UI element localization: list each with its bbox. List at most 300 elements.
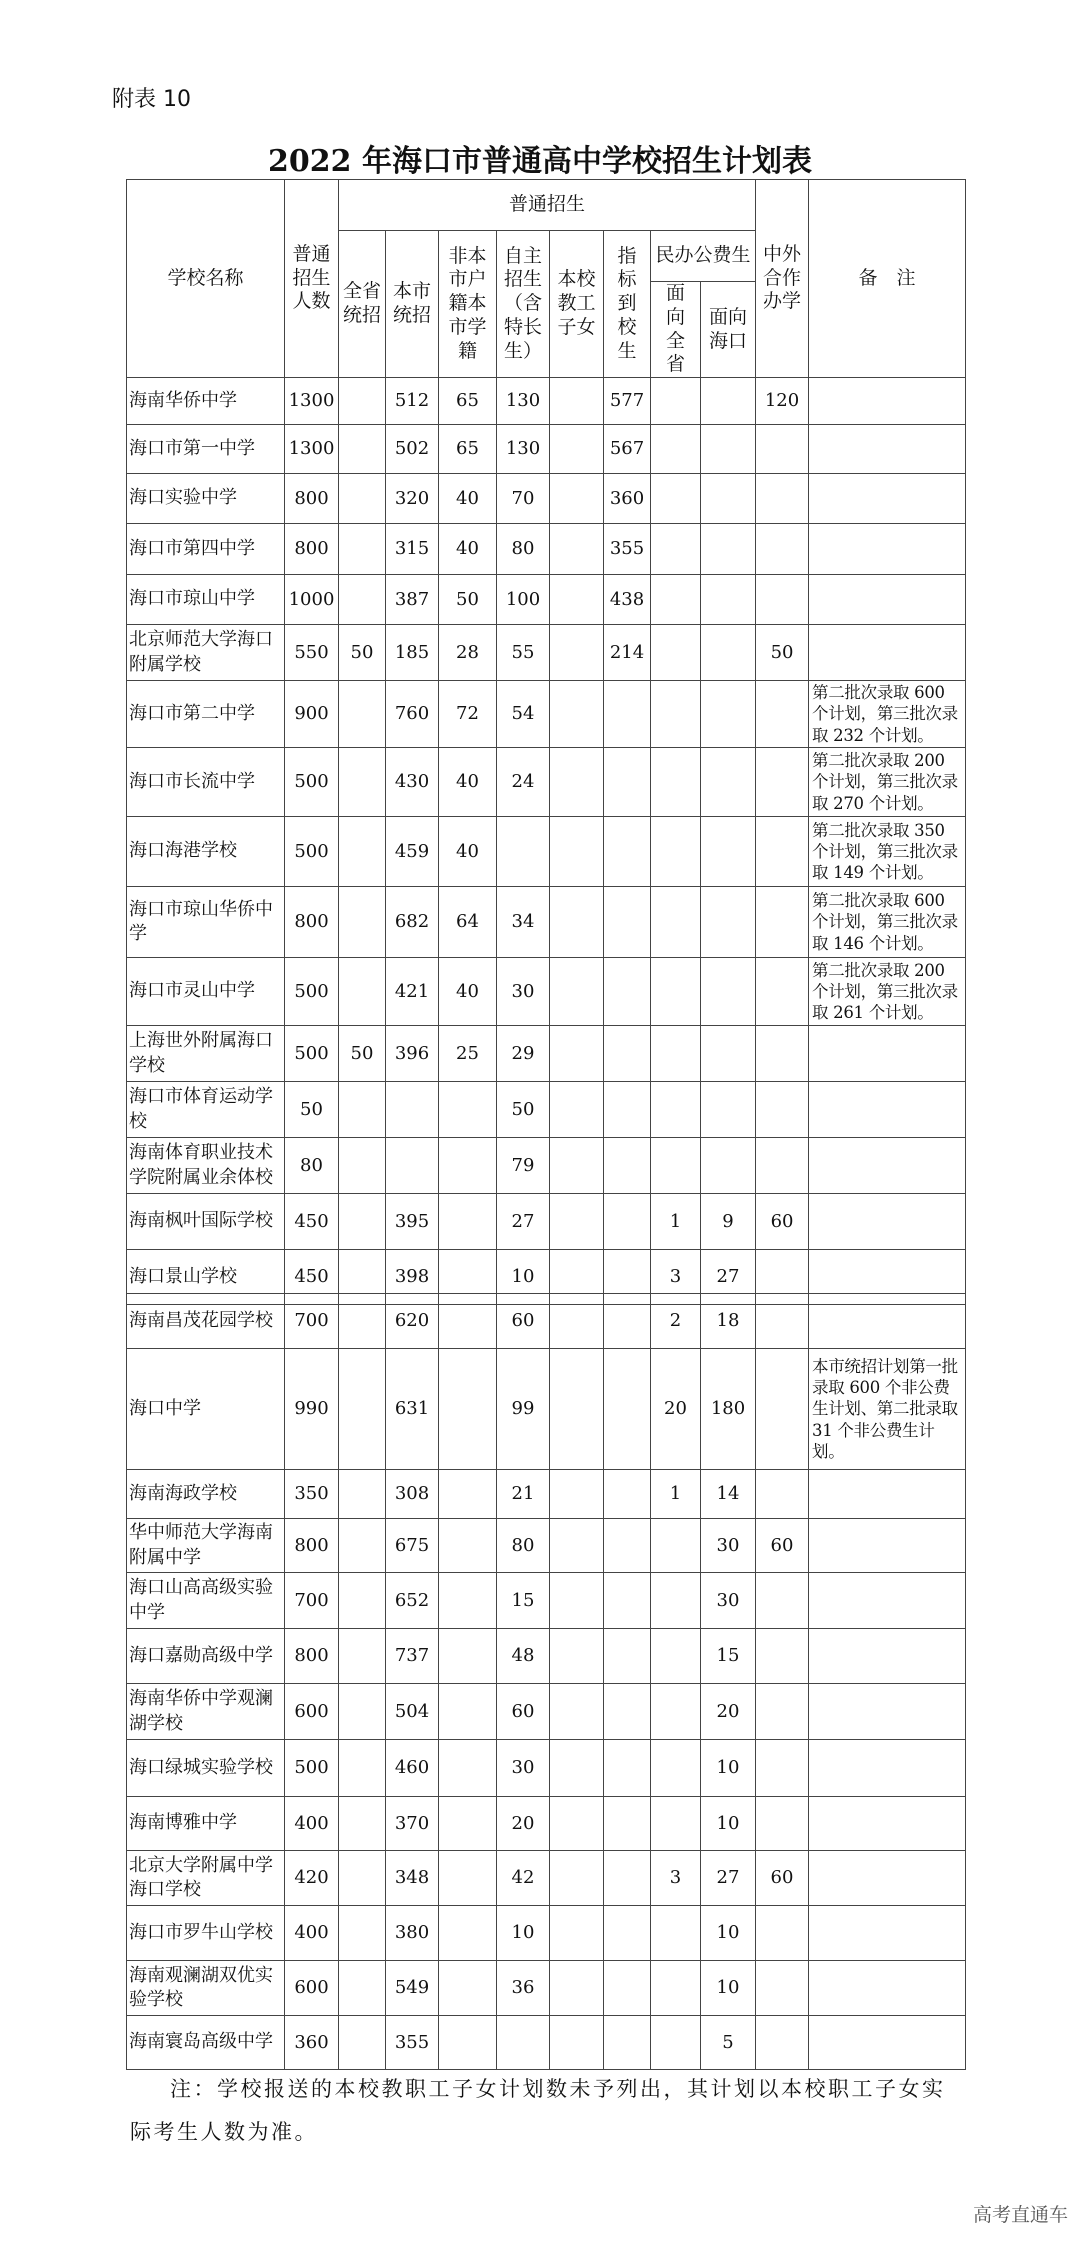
cell-independent: 20 xyxy=(497,1797,550,1851)
appendix-label: 附表 10 xyxy=(112,87,191,112)
cell-school-name: 北京大学附属中学海口学校 xyxy=(127,1851,285,1906)
cell-school-name: 海口绿城实验学校 xyxy=(127,1740,285,1797)
cell-total: 1300 xyxy=(285,425,339,474)
cell-city: 459 xyxy=(386,817,439,887)
cell-nonlocal xyxy=(439,2016,497,2070)
table-row xyxy=(127,1194,966,1250)
table-row xyxy=(127,1797,966,1851)
cell-city: 430 xyxy=(386,748,439,817)
cell-province xyxy=(339,958,386,1026)
cell-nonlocal: 40 xyxy=(439,958,497,1026)
table-row xyxy=(127,958,966,1026)
table-row xyxy=(127,1961,966,2016)
cell-private-haikou: 18 xyxy=(701,1294,756,1349)
cell-nonlocal: 72 xyxy=(439,681,497,748)
cell-sino-foreign xyxy=(756,2016,809,2070)
cell-private-province: 1 xyxy=(651,1470,701,1519)
enrollment-table-part1 xyxy=(126,179,966,1305)
cell-total: 800 xyxy=(285,474,339,524)
cell-nonlocal xyxy=(439,1851,497,1906)
cell-staff xyxy=(550,1294,604,1349)
cell-independent: 50 xyxy=(497,1082,550,1138)
header-school-name: 学校名称 xyxy=(127,180,285,378)
table-row xyxy=(127,1573,966,1629)
cell-total: 600 xyxy=(285,1684,339,1740)
cell-city: 387 xyxy=(386,575,439,625)
cell-quota xyxy=(604,1573,651,1629)
cell-school-name: 海口市罗牛山学校 xyxy=(127,1906,285,1961)
cell-private-province xyxy=(651,2016,701,2070)
cell-independent: 10 xyxy=(497,1906,550,1961)
cell-province xyxy=(339,681,386,748)
cell-province xyxy=(339,1294,386,1349)
cell-private-haikou xyxy=(701,958,756,1026)
cell-private-haikou xyxy=(701,524,756,575)
cell-sino-foreign xyxy=(756,524,809,575)
cell-school-name: 海口市灵山中学 xyxy=(127,958,285,1026)
cell-remarks: 第二批次录取 200 个计划，第三批次录取 261 个计划。 xyxy=(809,958,966,1026)
cell-independent xyxy=(497,2016,550,2070)
cell-province xyxy=(339,1138,386,1194)
cell-quota xyxy=(604,1851,651,1906)
cell-independent: 30 xyxy=(497,958,550,1026)
cell-sino-foreign xyxy=(756,817,809,887)
cell-independent: 48 xyxy=(497,1629,550,1684)
cell-independent: 10 xyxy=(497,1250,550,1305)
cell-total: 550 xyxy=(285,625,339,681)
cell-private-haikou: 27 xyxy=(701,1250,756,1305)
cell-city: 760 xyxy=(386,681,439,748)
cell-private-province xyxy=(651,1740,701,1797)
cell-private-haikou xyxy=(701,1026,756,1082)
cell-private-province xyxy=(651,1797,701,1851)
cell-city: 185 xyxy=(386,625,439,681)
cell-staff xyxy=(550,681,604,748)
cell-private-province: 2 xyxy=(651,1294,701,1349)
cell-province xyxy=(339,425,386,474)
cell-school-name: 海南海政学校 xyxy=(127,1470,285,1519)
cell-remarks xyxy=(809,1851,966,1906)
cell-staff xyxy=(550,1906,604,1961)
table-row xyxy=(127,1138,966,1194)
cell-nonlocal: 28 xyxy=(439,625,497,681)
cell-sino-foreign xyxy=(756,1138,809,1194)
table-row xyxy=(127,817,966,887)
cell-private-province xyxy=(651,1519,701,1573)
cell-private-haikou xyxy=(701,681,756,748)
cell-private-haikou: 10 xyxy=(701,1797,756,1851)
cell-total: 500 xyxy=(285,958,339,1026)
cell-province xyxy=(339,1629,386,1684)
cell-staff xyxy=(550,1194,604,1250)
cell-total: 900 xyxy=(285,681,339,748)
cell-province xyxy=(339,1684,386,1740)
cell-staff xyxy=(550,958,604,1026)
cell-province xyxy=(339,817,386,887)
header-total: 普通招生人数 xyxy=(285,180,339,378)
cell-total: 800 xyxy=(285,1629,339,1684)
cell-school-name: 海口市第一中学 xyxy=(127,425,285,474)
cell-remarks xyxy=(809,575,966,625)
cell-private-province xyxy=(651,1629,701,1684)
cell-province: 50 xyxy=(339,625,386,681)
cell-quota xyxy=(604,1519,651,1573)
cell-quota: 438 xyxy=(604,575,651,625)
cell-private-haikou: 15 xyxy=(701,1629,756,1684)
table-row xyxy=(127,575,966,625)
cell-private-province xyxy=(651,887,701,958)
cell-remarks: 第二批次录取 600 个计划，第三批次录取 232 个计划。 xyxy=(809,681,966,748)
cell-independent: 100 xyxy=(497,575,550,625)
cell-school-name: 华中师范大学海南附属中学 xyxy=(127,1519,285,1573)
cell-private-haikou xyxy=(701,887,756,958)
cell-total: 800 xyxy=(285,524,339,575)
cell-sino-foreign xyxy=(756,1082,809,1138)
cell-province xyxy=(339,1740,386,1797)
cell-private-haikou xyxy=(701,748,756,817)
cell-quota: 360 xyxy=(604,474,651,524)
cell-sino-foreign xyxy=(756,1906,809,1961)
cell-staff xyxy=(550,1684,604,1740)
cell-remarks: 第二批次录取 200 个计划，第三批次录取 270 个计划。 xyxy=(809,748,966,817)
cell-sino-foreign xyxy=(756,887,809,958)
cell-staff xyxy=(550,1851,604,1906)
cell-private-province xyxy=(651,1573,701,1629)
cell-quota xyxy=(604,2016,651,2070)
cell-province xyxy=(339,1519,386,1573)
cell-staff xyxy=(550,625,604,681)
cell-independent: 80 xyxy=(497,524,550,575)
cell-quota xyxy=(604,1740,651,1797)
cell-remarks xyxy=(809,1906,966,1961)
cell-remarks xyxy=(809,1470,966,1519)
cell-city: 460 xyxy=(386,1740,439,1797)
cell-quota xyxy=(604,1026,651,1082)
cell-independent: 130 xyxy=(497,425,550,474)
cell-sino-foreign: 60 xyxy=(756,1519,809,1573)
cell-remarks xyxy=(809,1026,966,1082)
cell-independent: 27 xyxy=(497,1194,550,1250)
cell-private-haikou xyxy=(701,1138,756,1194)
cell-city: 512 xyxy=(386,378,439,425)
cell-province xyxy=(339,2016,386,2070)
header-quota: 指标到校生 xyxy=(604,231,651,378)
cell-province xyxy=(339,1573,386,1629)
cell-province xyxy=(339,1797,386,1851)
cell-nonlocal: 64 xyxy=(439,887,497,958)
cell-private-haikou xyxy=(701,474,756,524)
header-city: 本市统招 xyxy=(386,231,439,378)
cell-sino-foreign xyxy=(756,681,809,748)
cell-staff xyxy=(550,1349,604,1470)
cell-city xyxy=(386,1082,439,1138)
cell-private-haikou: 10 xyxy=(701,1906,756,1961)
cell-total: 450 xyxy=(285,1194,339,1250)
cell-remarks xyxy=(809,2016,966,2070)
cell-province xyxy=(339,748,386,817)
cell-private-province xyxy=(651,575,701,625)
cell-nonlocal: 40 xyxy=(439,817,497,887)
cell-school-name: 海南华侨中学观澜湖学校 xyxy=(127,1684,285,1740)
cell-private-haikou: 9 xyxy=(701,1194,756,1250)
cell-private-haikou xyxy=(701,817,756,887)
cell-private-province xyxy=(651,425,701,474)
cell-staff xyxy=(550,474,604,524)
cell-remarks xyxy=(809,1573,966,1629)
cell-independent: 79 xyxy=(497,1138,550,1194)
cell-sino-foreign xyxy=(756,1629,809,1684)
cell-nonlocal xyxy=(439,1082,497,1138)
cell-school-name: 海口海港学校 xyxy=(127,817,285,887)
cell-nonlocal: 40 xyxy=(439,474,497,524)
cell-remarks: 本市统招计划第一批录取 600 个非公费生计划、第二批录取 31 个非公费生计划。 xyxy=(809,1349,966,1470)
cell-school-name: 上海世外附属海口学校 xyxy=(127,1026,285,1082)
cell-private-province xyxy=(651,625,701,681)
cell-staff xyxy=(550,1026,604,1082)
cell-total: 700 xyxy=(285,1294,339,1349)
cell-city: 502 xyxy=(386,425,439,474)
table-row xyxy=(127,1684,966,1740)
cell-province: 50 xyxy=(339,1026,386,1082)
cell-independent: 60 xyxy=(497,1294,550,1349)
cell-sino-foreign xyxy=(756,1684,809,1740)
cell-independent: 130 xyxy=(497,378,550,425)
cell-province xyxy=(339,1470,386,1519)
cell-city: 620 xyxy=(386,1294,439,1349)
cell-remarks: 第二批次录取 350 个计划，第三批次录取 149 个计划。 xyxy=(809,817,966,887)
cell-quota xyxy=(604,958,651,1026)
cell-nonlocal: 65 xyxy=(439,378,497,425)
cell-staff xyxy=(550,1470,604,1519)
cell-independent: 54 xyxy=(497,681,550,748)
cell-independent: 70 xyxy=(497,474,550,524)
cell-school-name: 海口实验中学 xyxy=(127,474,285,524)
table-row xyxy=(127,425,966,474)
cell-school-name: 海南昌茂花园学校 xyxy=(127,1294,285,1349)
cell-private-province: 3 xyxy=(651,1851,701,1906)
cell-remarks xyxy=(809,1961,966,2016)
cell-remarks xyxy=(809,1138,966,1194)
cell-staff xyxy=(550,1082,604,1138)
cell-remarks xyxy=(809,1194,966,1250)
cell-city: 504 xyxy=(386,1684,439,1740)
cell-school-name: 海南寰岛高级中学 xyxy=(127,2016,285,2070)
table-row xyxy=(127,1470,966,1519)
cell-private-province xyxy=(651,1026,701,1082)
cell-quota xyxy=(604,681,651,748)
cell-school-name: 海南体育职业技术学院附属业余体校 xyxy=(127,1138,285,1194)
cell-private-province: 1 xyxy=(651,1194,701,1250)
cell-private-province xyxy=(651,681,701,748)
cell-remarks xyxy=(809,1684,966,1740)
cell-remarks xyxy=(809,1294,966,1349)
cell-staff xyxy=(550,1629,604,1684)
cell-private-haikou xyxy=(701,378,756,425)
cell-private-province xyxy=(651,748,701,817)
cell-quota: 567 xyxy=(604,425,651,474)
cell-school-name: 海口市体育运动学校 xyxy=(127,1082,285,1138)
cell-staff xyxy=(550,524,604,575)
cell-quota xyxy=(604,1194,651,1250)
cell-nonlocal: 65 xyxy=(439,425,497,474)
cell-sino-foreign xyxy=(756,1470,809,1519)
cell-school-name: 北京师范大学海口附属学校 xyxy=(127,625,285,681)
cell-total: 360 xyxy=(285,2016,339,2070)
cell-total: 600 xyxy=(285,1961,339,2016)
cell-city: 370 xyxy=(386,1797,439,1851)
cell-sino-foreign xyxy=(756,575,809,625)
cell-private-province xyxy=(651,1961,701,2016)
cell-sino-foreign xyxy=(756,1026,809,1082)
cell-quota: 355 xyxy=(604,524,651,575)
cell-city: 631 xyxy=(386,1349,439,1470)
cell-independent: 99 xyxy=(497,1349,550,1470)
cell-nonlocal xyxy=(439,1684,497,1740)
page-title: 2022 年海口市普通高中学校招生计划表 xyxy=(268,144,812,179)
cell-private-haikou xyxy=(701,425,756,474)
cell-independent: 42 xyxy=(497,1851,550,1906)
cell-city: 308 xyxy=(386,1470,439,1519)
cell-total: 800 xyxy=(285,1519,339,1573)
cell-province xyxy=(339,1906,386,1961)
cell-quota xyxy=(604,1797,651,1851)
cell-staff xyxy=(550,817,604,887)
header-private-haikou: 面向海口 xyxy=(701,282,756,378)
cell-province xyxy=(339,1194,386,1250)
cell-quota xyxy=(604,1961,651,2016)
cell-school-name: 海口市第四中学 xyxy=(127,524,285,575)
cell-sino-foreign: 60 xyxy=(756,1194,809,1250)
cell-private-province: 20 xyxy=(651,1349,701,1470)
table-row xyxy=(127,1629,966,1684)
cell-quota xyxy=(604,1470,651,1519)
cell-sino-foreign: 60 xyxy=(756,1851,809,1906)
cell-private-province xyxy=(651,1138,701,1194)
cell-sino-foreign xyxy=(756,1349,809,1470)
cell-independent xyxy=(497,817,550,887)
cell-quota xyxy=(604,887,651,958)
cell-private-province: 3 xyxy=(651,1250,701,1305)
cell-remarks xyxy=(809,425,966,474)
cell-remarks xyxy=(809,1797,966,1851)
cell-city: 348 xyxy=(386,1851,439,1906)
cell-private-haikou: 20 xyxy=(701,1684,756,1740)
cell-province xyxy=(339,575,386,625)
cell-city: 315 xyxy=(386,524,439,575)
table-row xyxy=(127,1082,966,1138)
cell-nonlocal xyxy=(439,1740,497,1797)
cell-sino-foreign xyxy=(756,1740,809,1797)
cell-total: 500 xyxy=(285,1740,339,1797)
cell-nonlocal xyxy=(439,1961,497,2016)
cell-school-name: 海口中学 xyxy=(127,1349,285,1470)
cell-staff xyxy=(550,575,604,625)
cell-sino-foreign xyxy=(756,958,809,1026)
header-staff: 本校教工子女 xyxy=(550,231,604,378)
cell-private-haikou: 10 xyxy=(701,1961,756,2016)
cell-province xyxy=(339,887,386,958)
cell-total: 990 xyxy=(285,1349,339,1470)
cell-total: 1000 xyxy=(285,575,339,625)
cell-private-haikou: 27 xyxy=(701,1851,756,1906)
cell-independent: 24 xyxy=(497,748,550,817)
cell-staff xyxy=(550,1740,604,1797)
table-row xyxy=(127,887,966,958)
cell-total: 50 xyxy=(285,1082,339,1138)
cell-quota xyxy=(604,1684,651,1740)
cell-staff xyxy=(550,1573,604,1629)
cell-staff xyxy=(550,1797,604,1851)
cell-independent: 60 xyxy=(497,1684,550,1740)
cell-total: 420 xyxy=(285,1851,339,1906)
cell-province xyxy=(339,378,386,425)
cell-nonlocal xyxy=(439,1797,497,1851)
cell-city: 421 xyxy=(386,958,439,1026)
footnote: 注：学校报送的本校教职工子女计划数未予列出，其计划以本校职工子女实际考生人数为准。 xyxy=(130,2077,946,2144)
table-row xyxy=(127,1026,966,1082)
cell-quota xyxy=(604,1906,651,1961)
header-nonlocal: 非本市户籍本市学籍 xyxy=(439,231,497,378)
cell-quota xyxy=(604,1349,651,1470)
cell-remarks xyxy=(809,1082,966,1138)
cell-nonlocal xyxy=(439,1470,497,1519)
cell-private-province xyxy=(651,524,701,575)
cell-nonlocal xyxy=(439,1573,497,1629)
cell-sino-foreign xyxy=(756,1573,809,1629)
cell-sino-foreign xyxy=(756,474,809,524)
cell-province xyxy=(339,1349,386,1470)
cell-private-province xyxy=(651,1082,701,1138)
cell-city: 737 xyxy=(386,1629,439,1684)
table-row xyxy=(127,1349,966,1470)
cell-private-haikou xyxy=(701,625,756,681)
cell-quota xyxy=(604,1294,651,1349)
table-row xyxy=(127,1851,966,1906)
cell-school-name: 海口景山学校 xyxy=(127,1250,285,1305)
cell-nonlocal: 40 xyxy=(439,524,497,575)
table-row xyxy=(127,681,966,748)
cell-quota xyxy=(604,1138,651,1194)
header-province: 全省统招 xyxy=(339,231,386,378)
cell-private-haikou: 5 xyxy=(701,2016,756,2070)
cell-total: 700 xyxy=(285,1573,339,1629)
cell-nonlocal xyxy=(439,1349,497,1470)
header-private-province: 面向全省 xyxy=(651,282,701,378)
cell-sino-foreign xyxy=(756,1294,809,1349)
cell-province xyxy=(339,1961,386,2016)
cell-remarks xyxy=(809,378,966,425)
cell-city: 398 xyxy=(386,1250,439,1305)
cell-private-haikou: 30 xyxy=(701,1573,756,1629)
enrollment-table-part2 xyxy=(126,1293,966,2070)
cell-nonlocal: 25 xyxy=(439,1026,497,1082)
cell-private-province xyxy=(651,1684,701,1740)
cell-staff xyxy=(550,425,604,474)
table-row xyxy=(127,474,966,524)
cell-remarks: 第二批次录取 600 个计划，第三批次录取 146 个计划。 xyxy=(809,887,966,958)
cell-private-haikou: 30 xyxy=(701,1519,756,1573)
cell-province xyxy=(339,474,386,524)
cell-city: 396 xyxy=(386,1026,439,1082)
cell-total: 1300 xyxy=(285,378,339,425)
cell-quota xyxy=(604,1629,651,1684)
cell-city: 675 xyxy=(386,1519,439,1573)
cell-remarks xyxy=(809,1740,966,1797)
cell-city xyxy=(386,1138,439,1194)
cell-school-name: 海南枫叶国际学校 xyxy=(127,1194,285,1250)
cell-school-name: 海口市长流中学 xyxy=(127,748,285,817)
cell-school-name: 海口市琼山中学 xyxy=(127,575,285,625)
